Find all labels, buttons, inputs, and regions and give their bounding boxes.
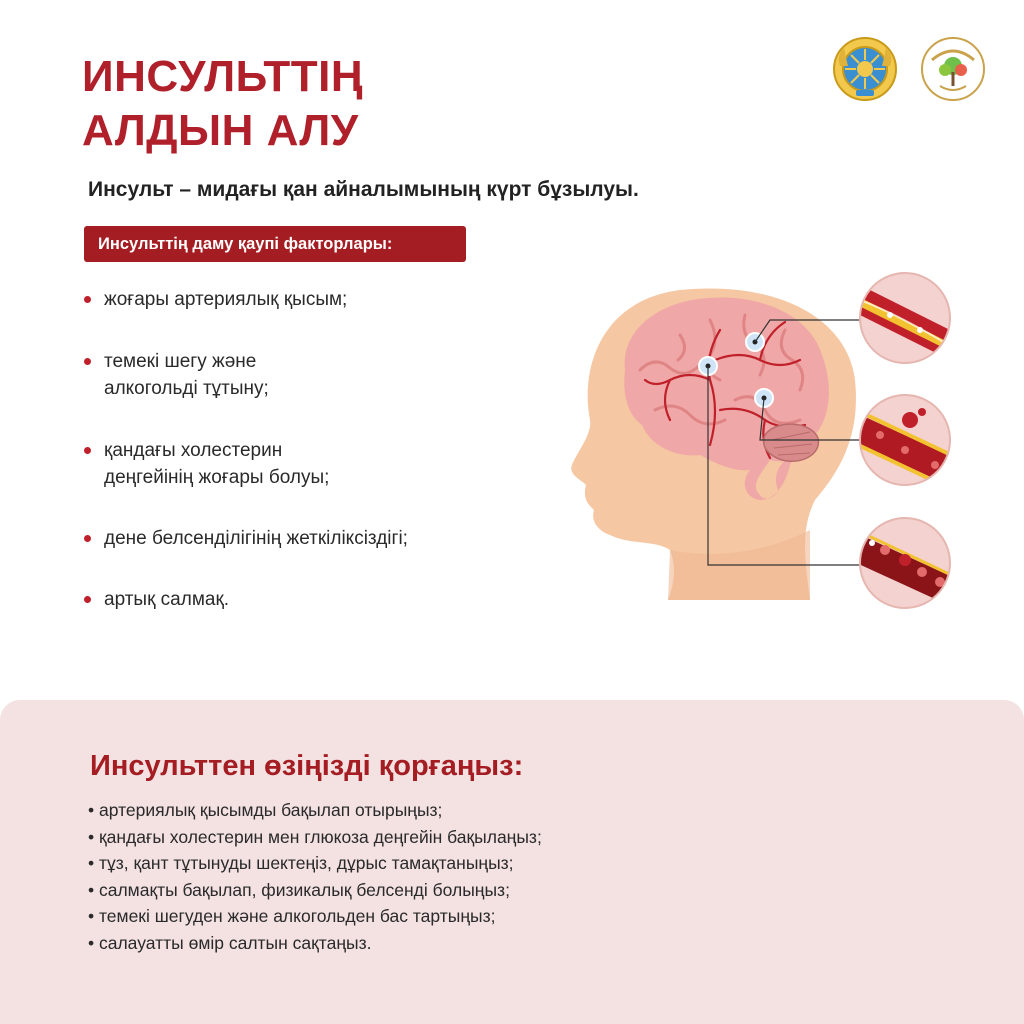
risk-item-text: артық салмақ. [104,589,230,610]
prevention-heading: Инсульттен өзіңізді қорғаңыз: [90,750,524,782]
risk-item [82,586,552,613]
inset-clot [850,518,960,615]
bullet-icon [84,447,91,454]
page-title [82,50,363,158]
prevention-item: • қандағы холестерин мен глюкоза деңгейін бақылаңыз; [88,826,542,847]
title-line-1: ИНСУЛЬТТІҢ [82,52,364,101]
inset-plaque [850,273,960,370]
risk-item-text: жоғары артериялық қысым; [104,289,348,310]
risk-item-text: дене белсенділігінің жеткіліксіздігі; [104,528,408,549]
risk-factors-list [82,286,552,613]
bullet-icon [84,596,91,603]
prevention-list [88,797,542,956]
risk-item-text: темекі шегу және алкогольді тұтыну; [104,351,269,399]
prevention-item: • артериялық қысымды бақылап отырыңыз; [88,800,443,820]
prevention-item: • салауатты өмір салтын сақтаңыз. [88,932,372,953]
bullet-icon [84,535,91,542]
logos [832,36,997,102]
ministry-logo-icon [918,36,988,102]
risk-item [82,437,552,491]
state-emblem-icon [832,36,898,102]
prevention-item: • салмақты бақылап, физикалық белсенді болыңыз; [88,879,510,900]
stroke-definition: Инсульт – мидағы қан айналымының күрт бұзылуы. [88,178,639,201]
risk-item [82,348,552,402]
risk-item [82,286,552,313]
prevention-item: • тұз, қант тұтынуды шектеңіз, дұрыс тамақтаныңыз; [88,853,514,873]
risk-factors-heading: Инсульттің даму қаупі факторлары: [84,226,466,262]
brain-illustration [560,260,960,620]
inset-hemorrhage [850,395,960,497]
prevention-item: • темекі шегуден және алкогольден бас тартыңыз; [88,906,496,926]
risk-item-text: қандағы холестерин деңгейінің жоғары болуы; [104,440,330,488]
title-line-2: АЛДЫН АЛУ [82,106,359,155]
risk-item [82,525,552,552]
bullet-icon [84,296,91,303]
bullet-icon [84,358,91,365]
